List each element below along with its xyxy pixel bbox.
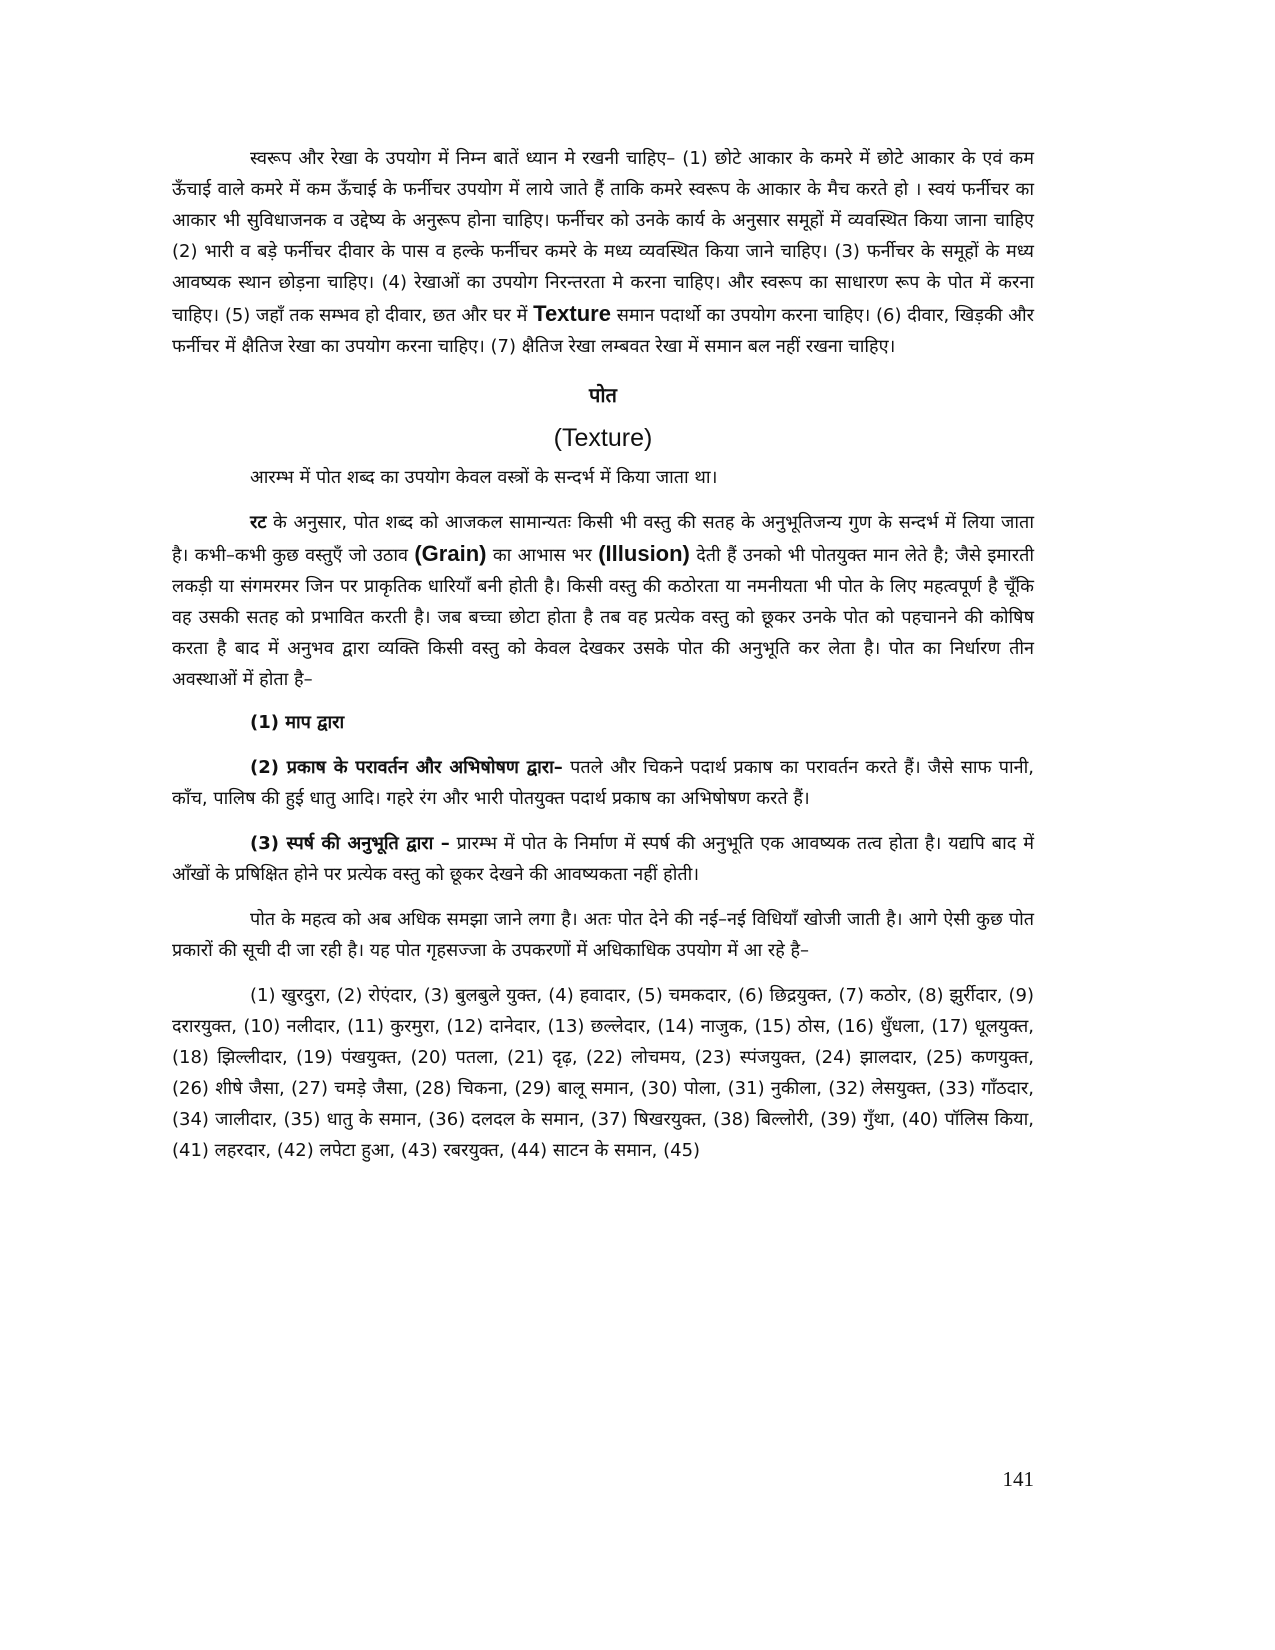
english-term-texture: Texture bbox=[533, 301, 611, 326]
paragraph-text: स्वरूप और रेखा के उपयोग में निम्न बातें ध्यान मे रखनी चाहिए– (1) छोटे आकार के कमरे में छोटे आकार के एवं कम ऊँचाई वाले कमरे में कम ऊँचाई के फर्नीचर उपयोग में लाये जाते हैं ताकि कमरे स्वरूप के आकार के मैच करते हो । स्वयं फर्नीचर का आकार भी सुविधाजनक व उद्देष्य के अनुरूप होना चाहिए। फर्नीचर को उनके कार्य के अनुसार समूहों में व्यवस्थित किया जाना चाहिए (2) भारी व बड़े फर्नीचर दीवार के पास व हल्के फर्नीचर कमरे के मध्य व्यवस्थित किया जाने चाहिए। (3) फर्नीचर के समूहों के मध्य आवष्यक स्थान छोड़ना चाहिए। (4) रेखाओं का उपयोग निरन्तरता मे करना चाहिए। और स्वरूप का साधारण रूप के पोत में करना चाहिए। (5) जहाँ तक सम्भव हो दीवार, छत और घर में bbox=[172, 148, 1034, 326]
paragraph-text: समान पदार्थो का उपयोग करना चाहिए। (6) दीवार, खिड़की और फर्नीचर में क्षैतिज रेखा का उपयोग करना चाहिए। (7) क्षैतिज रेखा लम्बवत रेखा में समान बल नहीं रखना चाहिए। bbox=[172, 305, 1034, 357]
section-heading-hindi: पोत bbox=[589, 383, 617, 407]
list-item-reflection bbox=[172, 752, 1034, 814]
document-page bbox=[172, 143, 1034, 1166]
paragraph-text: प्रारम्भ में पोत के निर्माण में स्पर्ष की अनुभूति एक आवष्यक तत्व होता है। यद्यपि बाद में आँखों के प्रषिक्षित होने पर प्रत्येक वस्तु को छूकर देखने की आवष्यकता नहीं होती। bbox=[172, 833, 1034, 885]
section-heading-english: (Texture) bbox=[553, 424, 653, 452]
author-name: रट bbox=[250, 512, 267, 533]
list-item-heading: (2) प्रकाष के परावर्तन और अभिषोषण द्वारा– bbox=[250, 757, 563, 778]
paragraph-importance: पोत के महत्व को अब अधिक समझा जाने लगा है। अतः पोत देने की नई–नई विधियाँ खोजी जाती है। आगे ऐसी कुछ पोत प्रकारों की सूची दी जा रही है। यह पोत गृहसज्जा के उपकरणों में अधिकाधिक उपयोग में आ रहे है– bbox=[172, 909, 1034, 961]
paragraph-texture-types-list: (1) खुरदुरा, (2) रोएंदार, (3) बुलबुले युक्त, (4) हवादार, (5) चमकदार, (6) छिद्रयुक्त, (7) कठोर, (8) झुर्रीदार, (9) दरारयुक्त, (10) नलीदार, (11) कुरमुरा, (12) दानेदार, (13) छल्लेदार, (14) नाजुक, (15) ठोस, (16) धुँधला, (17) धूलयुक्त, (18) झिल्लीदार, (19) पंखयुक्त, (20) पतला, (21) दृढ़, (22) लोचमय, (23) स्पंजयुक्त, (24) झालदार, (25) कणयुक्त, (26) शीषे जैसा, (27) चमड़े जैसा, (28) चिकना, (29) बालू समान, (30) पोला, (31) नुकीला, (32) लेसयुक्त, (33) गाँठदार, (34) जालीदार, (35) धातु के समान, (36) दलदल के समान, (37) षिखरयुक्त, (38) बिल्लोरी, (39) गुँथा, (40) पॉलिस किया, (41) लहरदार, (42) लपेटा हुआ, (43) रबरयुक्त, (44) साटन के समान, (45) bbox=[172, 985, 1034, 1161]
english-term-illusion: (Illusion) bbox=[598, 541, 690, 566]
paragraph-definition bbox=[172, 507, 1034, 695]
paragraph-text: का आभास भर bbox=[492, 545, 592, 566]
list-item-touch bbox=[172, 828, 1034, 890]
paragraph-text: देती हैं उनको भी पोतयुक्त मान लेते है; जैसे इमारती लकड़ी या संगमरमर जिन पर प्राकृतिक धारियाँ बनी होती है। किसी वस्तु की कठोरता या नमनीयता भी पोत के लिए महत्वपूर्ण है चूँकि वह उसकी सतह को प्रभावित करती है। जब बच्चा छोटा होता है तब वह प्रत्येक वस्तु को छूकर उनके पोत को पहचानने की कोषिष करता है बाद में अनुभव द्वारा व्यक्ति किसी वस्तु को केवल देखकर उसके पोत की अनुभूति कर लेता है। पोत का निर्धारण तीन अवस्थाओं में होता है– bbox=[172, 545, 1034, 690]
page-number: 141 bbox=[1002, 1467, 1034, 1491]
paragraph-form-and-line bbox=[172, 143, 1034, 362]
list-item-heading: (3) स्पर्ष की अनुभूति द्वारा – bbox=[250, 833, 450, 854]
paragraph-text: के अनुसार, पोत शब्द को आजकल सामान्यतः किसी भी वस्तु की सतह के अनुभूतिजन्य गुण के सन्दर्भ में लिया जाता है। कभी–कभी कुछ वस्तुएँ जो उठाव bbox=[172, 512, 1034, 566]
english-term-grain: (Grain) bbox=[414, 541, 487, 566]
paragraph-intro: आरम्भ में पोत शब्द का उपयोग केवल वस्त्रों के सन्दर्भ में किया जाता था। bbox=[250, 467, 718, 488]
list-item-measurement: (1) माप द्वारा bbox=[250, 712, 345, 733]
paragraph-text: पतले और चिकने पदार्थ प्रकाष का परावर्तन करते हैं। जैसे साफ पानी, काँच, पालिष की हुई धातु आदि। गहरे रंग और भारी पोतयुक्त पदार्थ प्रकाष का अभिषोषण करते हैं। bbox=[172, 757, 1034, 809]
